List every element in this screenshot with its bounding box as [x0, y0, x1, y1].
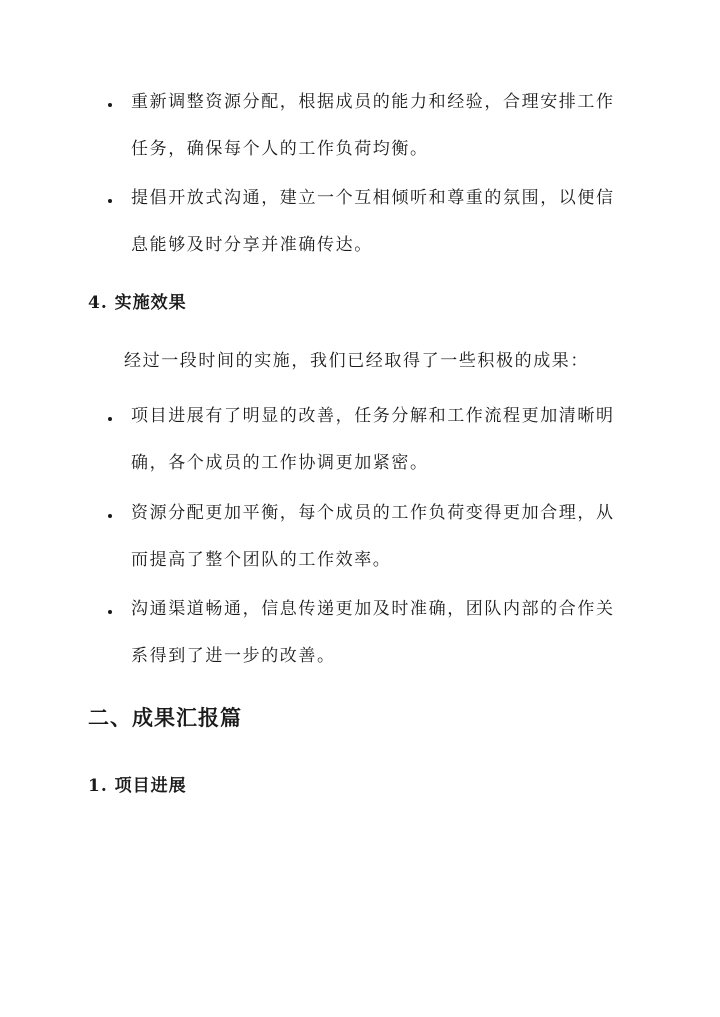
list-item-text: 重新调整资源分配，根据成员的能力和经验，合理安排工作任务，确保每个人的工作负荷均衡。: [131, 92, 615, 159]
bullet-icon: [108, 417, 112, 421]
list-item-text: 项目进展有了明显的改善，任务分解和工作流程更加清晰明确，各个成员的工作协调更加紧密。: [131, 406, 615, 473]
list-item-text: 提倡开放式沟通，建立一个互相倾听和尊重的氛围，以便信息能够及时分享并准确传达。: [131, 188, 615, 255]
list-item-text: 资源分配更加平衡，每个成员的工作负荷变得更加合理，从而提高了整个团队的工作效率。: [131, 503, 615, 570]
bullet-icon: [108, 199, 112, 203]
section-heading: 4. 实施效果: [88, 293, 187, 313]
section-heading: 1. 项目进展: [88, 776, 187, 796]
chapter-heading: 二、成果汇报篇: [88, 705, 242, 730]
section-intro: 经过一段时间的实施，我们已经取得了一些积极的成果：: [124, 351, 589, 371]
bullet-icon: [108, 514, 112, 518]
list-item-text: 沟通渠道畅通，信息传递更加及时准确，团队内部的合作关系得到了进一步的改善。: [131, 599, 615, 666]
bullet-icon: [108, 103, 112, 107]
bullet-icon: [108, 610, 112, 614]
